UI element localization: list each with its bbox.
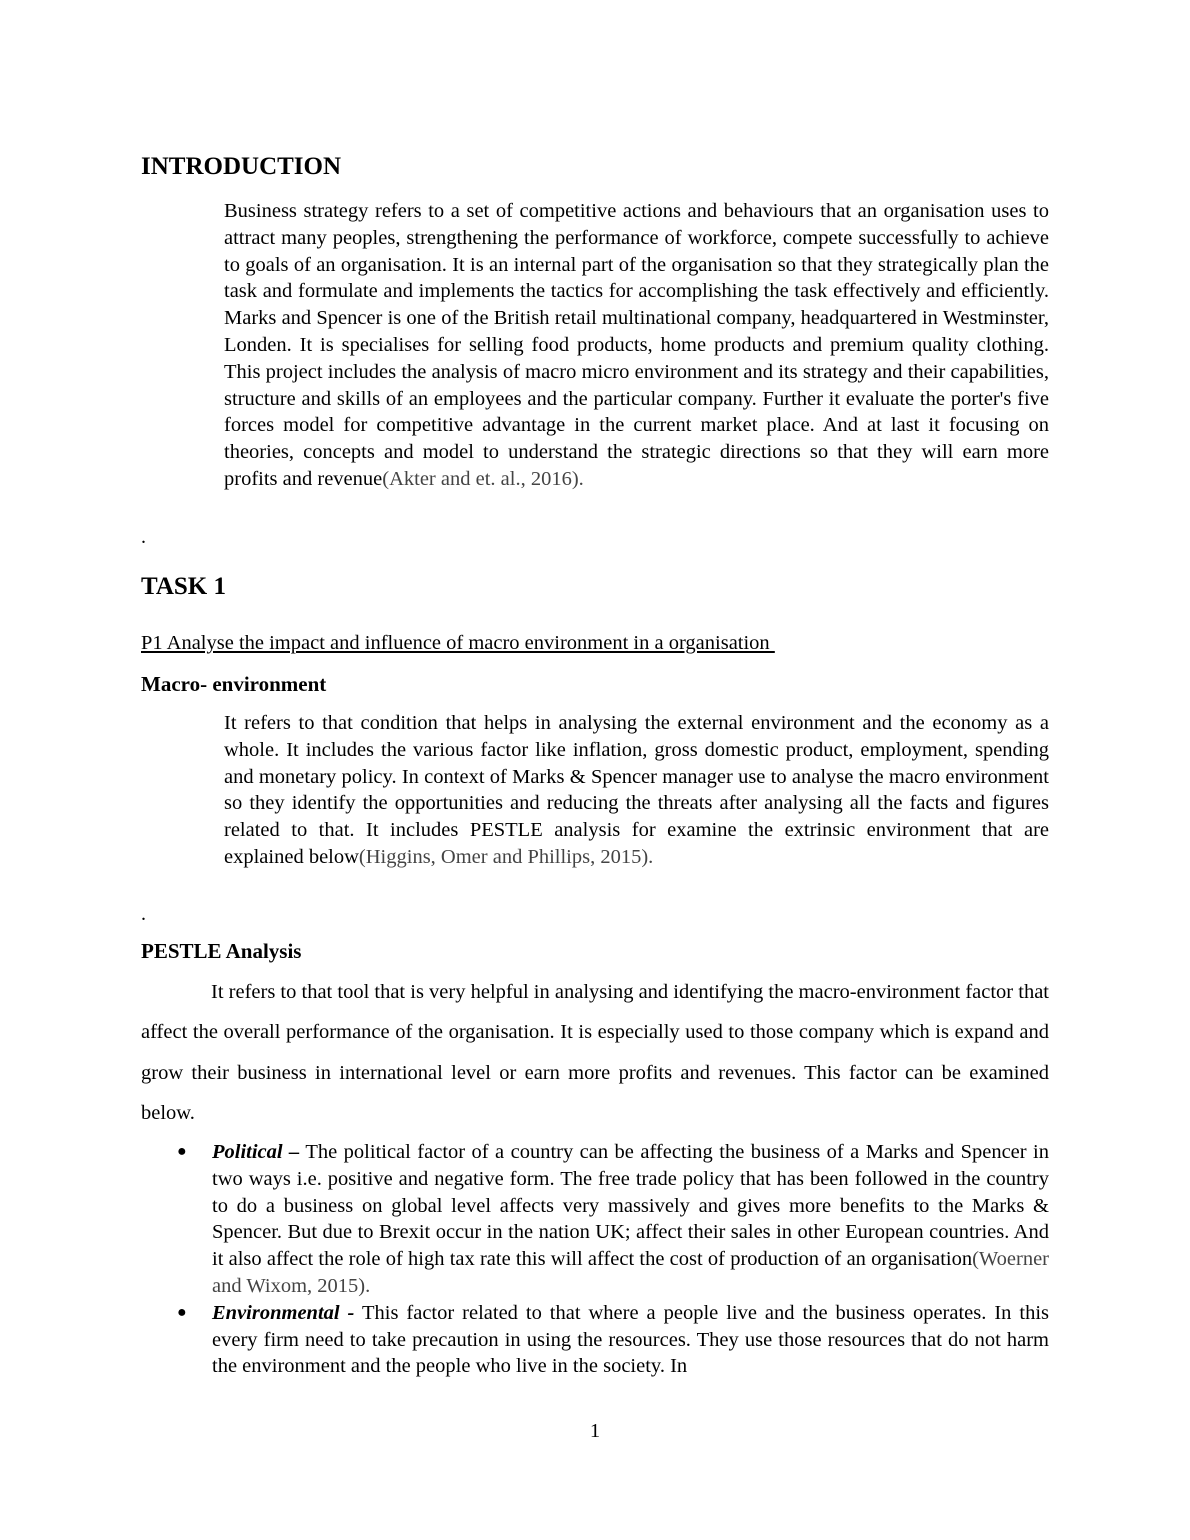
introduction-trailing-dot: . bbox=[141, 526, 146, 548]
pestle-factor-list bbox=[172, 1139, 1049, 1380]
pestle-item-text: The political factor of a country can be affecting the business of a Marks and Spencer in two ways i.e. positive and negative form. The free trade policy that has been followed in the country to do a business on global level affects very massively and gives more benefits to the Marks & Spencer. But due to Brexit occur in the nation UK; affect their sales in other European countries. And it also affect the role of high tax rate this will affect the cost of production of an organisation bbox=[212, 1141, 1049, 1271]
macro-environment-citation: (Higgins, Omer and Phillips, 2015). bbox=[358, 845, 654, 868]
macro-environment-trailing-dot: . bbox=[141, 903, 146, 925]
task1-heading: TASK 1 bbox=[141, 573, 226, 600]
pestle-intro-paragraph: It refers to that tool that is very helpful in analysing and identifying the macro-environment factor that affect the overall performance of the organisation. It is especially used to those company which is expand and grow their business in international level or earn more profits and revenues. This factor can be examined below. bbox=[141, 981, 1049, 1124]
pestle-heading: PESTLE Analysis bbox=[141, 939, 302, 963]
pestle-item-environmental bbox=[172, 1300, 1049, 1380]
page-number: 1 bbox=[589, 1420, 601, 1442]
macro-environment-paragraph bbox=[224, 710, 1049, 871]
pestle-item-term: Political – bbox=[212, 1141, 300, 1163]
bullet-icon: ● bbox=[177, 1303, 187, 1321]
pestle-item-text: This factor related to that where a people live and the business operates. In this every firm need to take precaution in using the resources. They use those resources that do not harm the environment and the people who live in the society. In bbox=[212, 1301, 1049, 1378]
introduction-body-text: Business strategy refers to a set of competitive actions and behaviours that an organisation uses to attract many peoples, strengthening the performance of workforce, compete successfully to achieve to goals of an organisation. It is an internal part of the organisation so that they strategically plan the task and formulate and implements the tactics for accomplishing the task effectively and efficiently. Marks and Spencer is one of the British retail multinational company, headquartered in Westminster, Londen. It is specialises for selling food products, home products and premium quality clothing. This project includes the analysis of macro micro environment and its strategy and their capabilities, structure and skills of an employees and the particular company. Further it evaluate the porter's five forces model for competitive advantage in the current market place. And at last it focusing on theories, concepts and model to understand the strategic directions so that they will earn more profits and revenue bbox=[224, 200, 1049, 490]
pestle-item-term: Environmental - bbox=[212, 1301, 355, 1324]
introduction-citation: (Akter and et. al., 2016). bbox=[382, 467, 584, 490]
bullet-icon: ● bbox=[177, 1143, 187, 1160]
introduction-paragraph bbox=[224, 198, 1049, 493]
pestle-item-citation: (Woerner and Wixom, 2015). bbox=[212, 1248, 1049, 1297]
macro-environment-heading: Macro- environment bbox=[141, 672, 327, 696]
introduction-heading: INTRODUCTION bbox=[141, 153, 342, 180]
task1-subheading: P1 Analyse the impact and influence of macro environment in a organisation bbox=[141, 632, 775, 654]
pestle-item-political bbox=[172, 1139, 1049, 1300]
macro-environment-body-text: It refers to that condition that helps in analysing the external environment and the economy as a whole. It includes the various factor like inflation, gross domestic product, employment, spending and monetary policy. In context of Marks & Spencer manager use to analyse the macro environment so they identify the opportunities and reducing the threats after analysing all the facts and figures related to that. It includes PESTLE analysis for examine the extrinsic environment that are explained below bbox=[224, 712, 1049, 868]
